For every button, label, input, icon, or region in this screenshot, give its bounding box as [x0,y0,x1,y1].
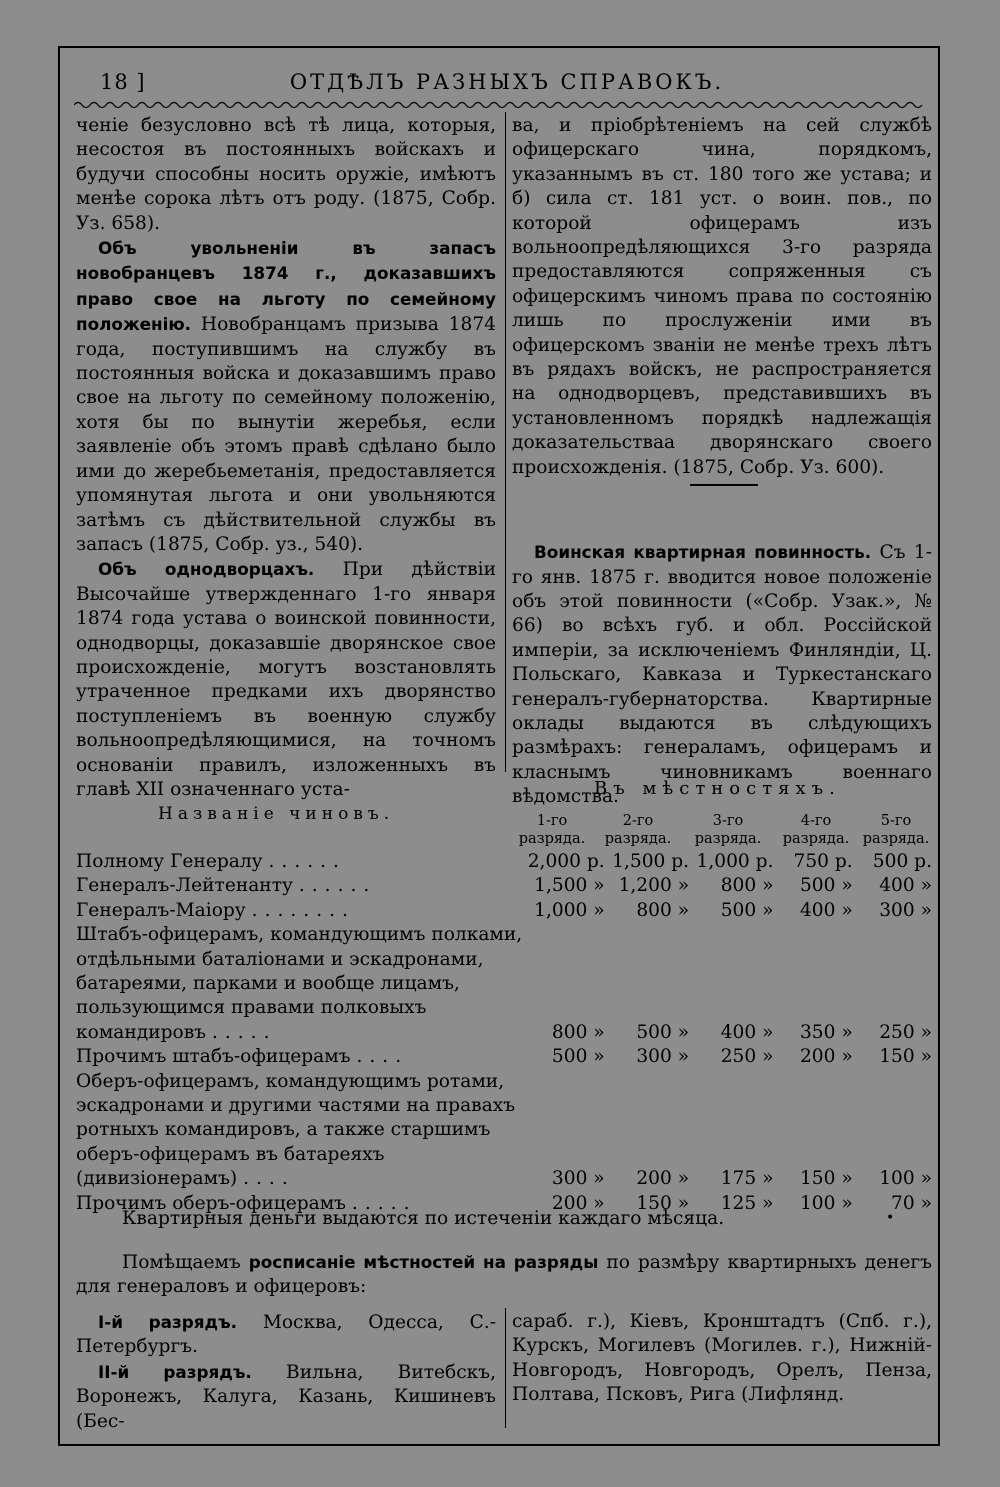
category-heading: I-й разрядъ. [98,1312,238,1332]
rank-name [76,1045,524,1069]
leader-dots: ...... [268,851,346,872]
rank-heading-2: 2-го разряда. [604,813,672,847]
rate-cell: 70 » [891,1192,932,1214]
rate-cell: 100 » [879,1168,932,1190]
table-row [76,923,936,1045]
rate-cell: 400 » [879,875,932,897]
rank-name [76,874,524,898]
column-divider [505,112,506,772]
rate-cell: 500 » [636,1021,690,1043]
intro-bold: росписаніе мѣстностей на разряды [248,1252,599,1272]
paragraph [76,1360,496,1434]
rate-cell: 400 » [720,1021,774,1043]
schedule-intro [76,1250,932,1299]
rate-cell: 300 » [879,899,932,921]
table-row [76,874,936,898]
rate-cell: 1,000 р. [696,851,774,872]
rank-heading-5: 5-го разряда. [862,813,930,847]
rate-cell: 125 » [720,1192,774,1214]
section-heading: Объ увольненіи въ запасъ новобранцевъ 1874 г., доказавшихъ право свое на льготу по семейному положенію. [76,238,496,335]
page-header [92,68,922,102]
section-heading: Объ однодворцахъ. [98,559,315,580]
rate-cell: 150 » [879,1046,932,1068]
section-text: Новобранцамъ призыва 1874 года, поступившимъ на службу въ постоянныя войска и доказавшимъ право свое на льготу по семейному положенію, хотя бы по вынутіи жеребья, если заявленіе объ этомъ правѣ сдѣлано было ими до жеребьеметанія, предоставляется упомянутая льгота и они увольняются затѣмъ съ дѣйствительной службы въ запасъ (1875, Собр. уз., 540). [76,314,496,555]
rate-cell: 250 » [879,1021,932,1043]
rate-cell: 500 » [551,1046,605,1068]
rank-heading-4: 4-го разряда. [782,813,850,847]
leader-dots: ...... [298,875,377,897]
bottom-right-column [512,1310,932,1408]
rate-cell: 800 » [720,875,774,897]
category-text: Москва, Одесса, С.-Петербургъ. [76,1312,496,1358]
rate-cell: 1,200 » [618,875,690,897]
rate-cell: 200 » [636,1168,690,1190]
rate-cell: 1,000 » [534,899,605,921]
table-row [76,850,936,874]
rank-name [76,1070,524,1192]
rank-name-text: Генералъ-Лейтенанту [76,875,293,897]
wavy-rule [74,100,926,110]
leader-dots: .... [356,1046,409,1068]
rate-cell: 200 » [799,1046,853,1068]
rank-name-text: Прочимъ оберъ-офицерамъ [76,1192,346,1214]
paragraph [512,540,932,809]
rank-name [76,899,524,923]
rank-name-text: Оберъ-офицерамъ, командующимъ ротами, эскадронами и другими частями на правахъ ротныхъ командировъ, а также старшимъ оберъ-офицерамъ въ батареяхъ (дивизіонерамъ) [76,1070,516,1190]
rate-cell: 1,500 » [534,875,605,897]
paragraph [76,557,496,802]
rate-cell: 250 » [720,1046,774,1068]
rank-name-text: Прочимъ штабъ-офицерамъ [76,1046,351,1068]
bottom-left-column [76,1310,496,1434]
rate-cell: 100 » [799,1192,853,1214]
category-text: Вильна, Витебскъ, Воронежъ, Калуга, Казань, Кишиневъ (Бес- [76,1361,496,1432]
rate-cell: 350 » [799,1021,853,1043]
rank-heading-3: 3-го разряда. [694,813,762,847]
leader-dots: ..... [351,1192,417,1214]
margin-mark: • [886,1210,895,1226]
intro-text: по размѣру квартирныхъ денегъ для генераловъ и офицеровъ: [76,1252,932,1297]
paragraph: ва, и пріобрѣтеніемъ на сей службѣ офицерскаго чина, порядкомъ, указаннымъ въ ст. 180 того же устава; и б) сила ст. 181 уст. о воин. пов., по которой офицерамъ изъ вольноопредѣляющихся 3-го разряда предоставляются сопряженныя съ офицерскимъ чиномъ права по состоянію лишь по прослуженіи ими въ офицерскомъ званіи не менѣе трехъ лѣтъ въ рядахъ войскъ, не распространяется на однодворцевъ, представившихъ въ установленномъ порядкѣ надлежащія доказательстваа дворянскаго своего происхожденія. (1875, Собр. Уз. 600). [512,115,932,478]
table-heading-ranks: Названіе чиновъ. [158,804,395,824]
rate-cell: 150 » [799,1168,853,1190]
rank-heading-1: 1-го разряда. [518,813,586,847]
table-row [76,1070,936,1192]
leader-dots: .... [243,1168,295,1190]
table-row [76,1045,936,1069]
paragraph: ченіе безусловно всѣ тѣ лица, которыя, несостоя въ постоянныхъ войскахъ и будучи способны носить оружіе, имѣютъ менѣе сорока лѣтъ отъ роду. (1875, Собр. Уз. 658). [76,115,496,234]
column-divider [505,1308,506,1428]
left-column [76,114,496,802]
rate-cell: 200 » [551,1192,605,1214]
paragraph [76,1310,496,1360]
rate-cell: 800 » [551,1021,605,1043]
intro-text: Помѣщаемъ [122,1252,249,1273]
table-row [76,899,936,923]
rate-cell: 2,000 р. [527,851,605,872]
rank-name-text: Генералъ-Маіору [76,899,246,921]
rate-cell: 400 » [799,899,853,921]
rate-cell: 175 » [720,1168,774,1190]
rank-name-text: Штабъ-офицерамъ, командующимъ полками, отдѣльными баталіонами и эскадронами, батареями, парками и вообще лицамъ, пользующимся правами полковыхъ командировъ [76,924,523,1043]
rate-cell: 300 » [551,1168,605,1190]
right-column [512,114,932,810]
rate-cell: 800 » [636,899,690,921]
rank-name-text: Полному Генералу [76,851,263,872]
table-heading-localities: Въ мѣстностяхъ. [594,778,841,799]
paragraph: сараб. г.), Кіевъ, Кронштадтъ (Спб. г.), Курскъ, Могилевъ (Могилев. г.), Нижній-Новгородъ, Новгородъ, Орелъ, Пенза, Полтава, Псковъ, Рига (Лифлянд. [512,1311,932,1406]
rate-cell: 500 р. [872,851,932,872]
rank-name [76,923,524,1045]
section-rule [690,484,758,486]
page-number: 18 ] [100,70,146,94]
quarters-table [76,850,936,1216]
running-title: ОТДѢЛЪ РАЗНЫХЪ СПРАВОКЪ. [289,70,725,94]
rate-cell: 500 » [799,875,853,897]
paragraph [76,236,496,557]
category-heading: II-й разрядъ. [98,1361,252,1382]
leader-dots: ........ [251,899,355,921]
rate-cell: 750 р. [793,851,853,872]
rank-name [76,850,524,874]
section-text: Съ 1-го янв. 1875 г. вводится новое положеніе объ этой повинности («Собр. Узак.», № 66) во всѣхъ губ. и обл. Россійской имперіи, за исключеніемъ Финляндіи, Ц. Польскаго, Кавказа и Туркестанскаго генералъ-губернаторства. Квартирные оклады выдаются въ слѣдующихъ размѣрахъ: генераламъ, офицерамъ и класнымъ чиновникамъ военнаго вѣдомства. [512,542,932,808]
section-text: При дѣйствіи Высочайше утвержденнаго 1-го января 1874 года устава о воинской повинности, однодворцы, доказавшіе дворянское свое происхожденіе, могутъ возстановлять утраченное предками ихъ дворянство поступленіемъ въ военную службу вольноопредѣляющимися, на точномъ основаніи правилъ, изложенныхъ въ главѣ XII означеннаго уста- [76,559,496,800]
rate-cell: 300 » [636,1046,690,1068]
rate-cell: 500 » [720,899,774,921]
payment-note: Квартирныя деньги выдаются по истеченіи каждаго мѣсяца. [122,1208,725,1229]
rate-cell: 1,500 р. [612,851,690,872]
section-heading: Воинская квартирная повинность. [534,542,872,563]
rate-cell: 150 » [636,1192,690,1214]
leader-dots: ..... [211,1021,277,1043]
